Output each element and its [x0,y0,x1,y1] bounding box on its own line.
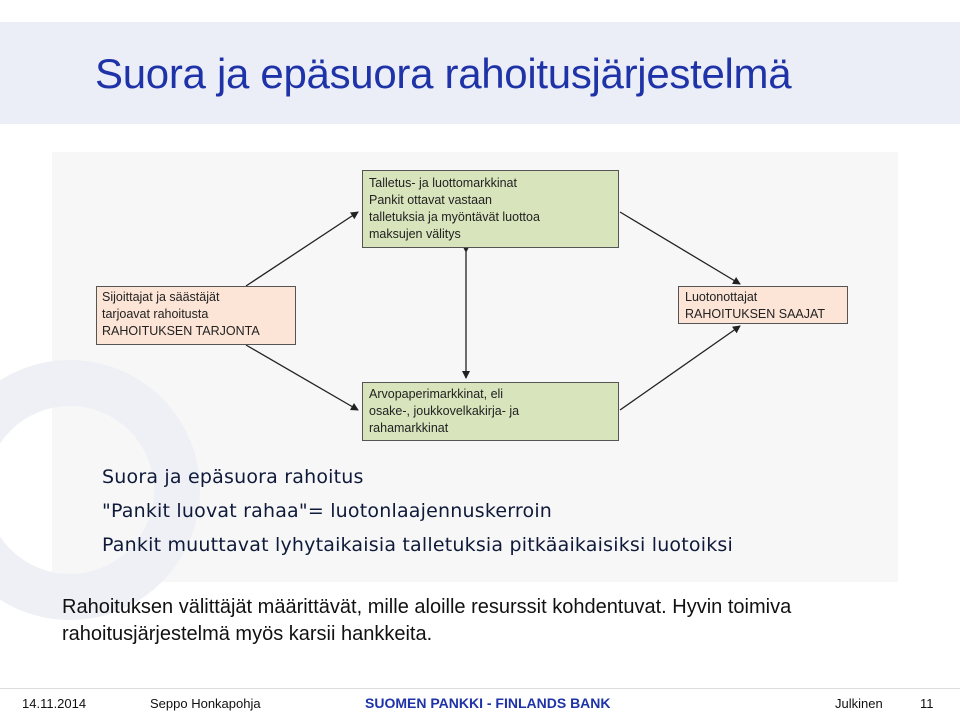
emphasis-text [102,460,733,562]
securities-markets-box [362,382,619,441]
financing-recipients-box [678,286,848,324]
box-line: rahamarkkinat [369,421,449,435]
footer-author: Seppo Honkapohja [150,696,261,711]
arrow-supply-to-banks [246,212,358,286]
arrow-supply-to-securities [246,345,358,410]
caption-line: Rahoituksen välittäjät määrittävät, mille aloille resurssit kohdentuvat. Hyvin toimiva [62,596,792,618]
emphasis-line: Suora ja epäsuora rahoitus [102,466,364,488]
box-line: Pankit ottavat vastaan [369,193,492,207]
box-line: Talletus- ja luottomarkkinat [369,176,517,190]
arrow-securities-to-borrowers [620,326,740,410]
box-line: maksujen välitys [369,227,461,241]
box-line: talletuksia ja myöntävät luottoa [369,210,540,224]
deposit-credit-markets-box [362,170,619,248]
box-line: Arvopaperimarkkinat, eli [369,387,504,401]
arrow-banks-to-borrowers [620,212,740,284]
footer-bank-name: SUOMEN PANKKI - FINLANDS BANK [365,695,611,711]
caption-line: rahoitusjärjestelmä myös karsii hankkeita. [62,623,433,645]
footer-date: 14.11.2014 [22,696,87,711]
box-line: Sijoittajat ja säästäjät [102,290,220,304]
footer-page-number: 11 [920,696,934,711]
box-line: osake-, joukkovelkakirja- ja [369,404,520,418]
slide-title: Suora ja epäsuora rahoitusjärjestelmä [95,50,792,97]
footer-classification: Julkinen [835,696,883,711]
box-line: RAHOITUKSEN TARJONTA [102,324,260,338]
caption-text [62,594,922,648]
emphasis-line: Pankit muuttavat lyhytaikaisia talletuksia pitkäaikaisiksi luotoiksi [102,534,733,556]
box-line: tarjoavat rahoitusta [102,307,209,321]
emphasis-line: "Pankit luovat rahaa"= luotonlaajennuskerroin [102,500,553,522]
slide-footer [0,688,960,716]
box-line: RAHOITUKSEN SAAJAT [685,307,826,321]
financing-supply-box [96,286,296,345]
box-line: Luotonottajat [685,290,758,304]
